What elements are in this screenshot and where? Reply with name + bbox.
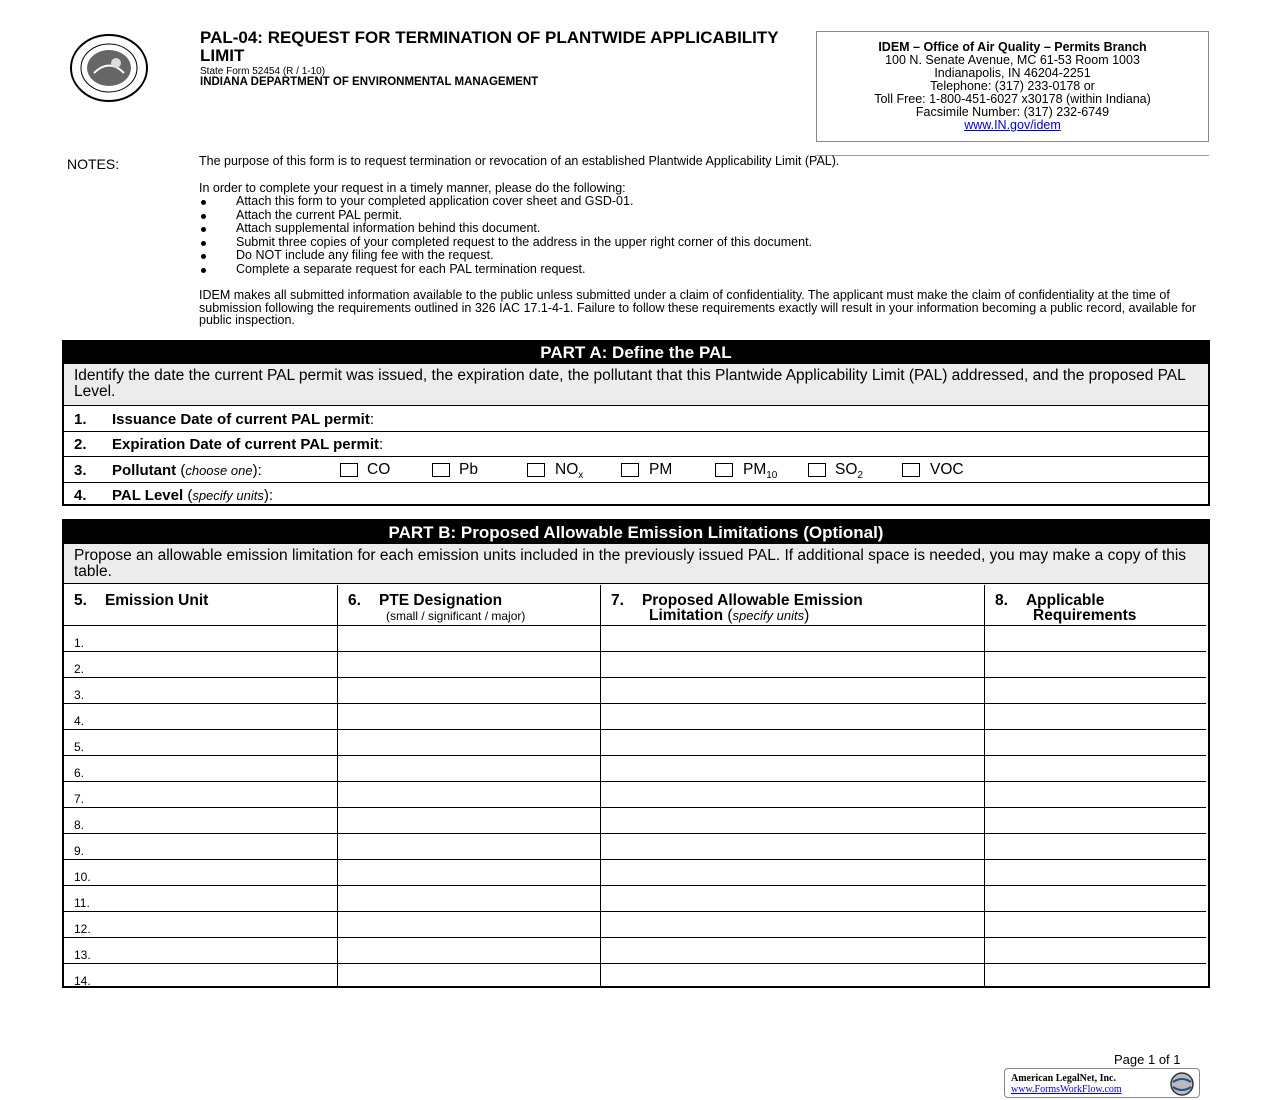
bullet-icon (201, 214, 206, 219)
applicable-requirements-header: 8. Applicable Requirements (995, 592, 1137, 624)
pal-level-label: PAL Level (112, 487, 184, 504)
bullet-icon (201, 268, 206, 273)
notes-confidentiality: IDEM makes all submitted information available to the public unless submitted under a claim of confidentiality. The applicant must make the claim of confidentiality at the time of submission following the requirements outlined in 326 IAC 17.1-4-1. Failure to follow these requirements exactly will result in your information becoming a public record, available for public inspection. (199, 288, 1197, 327)
table-row[interactable]: 3. (64, 677, 1206, 704)
list-item: Attach the current PAL permit. (199, 209, 1199, 223)
expiration-date-label: Expiration Date of current PAL permit (112, 436, 379, 453)
pollutant-row: 3. Pollutant (choose one): CO Pb $NO_x$ PM $PM_{10}$ $SO_2$ VOC (64, 456, 1208, 482)
voc-label: VOC (930, 461, 964, 478)
street-address: 100 N. Senate Avenue, MC 61-53 Room 1003 (885, 53, 1140, 67)
list-item: Attach this form to your completed application cover sheet and GSD-01. (199, 195, 1199, 209)
part-a-description: Identify the date the current PAL permit was issued, the expiration date, the pollutant that this Plantwide Applicability Limit (PAL) addressed, and the proposed PAL Level. (64, 364, 1208, 405)
table-row[interactable]: 1. (64, 625, 1206, 652)
list-item: Attach supplemental information behind this document. (199, 222, 1199, 236)
notes-block (199, 155, 1199, 327)
bullet-icon (201, 241, 206, 246)
nox-checkbox[interactable] (527, 463, 545, 477)
bullet-icon (201, 200, 206, 205)
globe-icon (1169, 1071, 1195, 1097)
table-row[interactable]: 10. (64, 859, 1206, 886)
logo-url[interactable]: www.FormsWorkFlow.com (1011, 1084, 1122, 1095)
logo-name: American LegalNet, Inc. (1011, 1073, 1116, 1084)
table-row[interactable]: 13. (64, 937, 1206, 964)
pm-checkbox[interactable] (621, 463, 639, 477)
office-name: IDEM – Office of Air Quality – Permits Branch (878, 40, 1147, 54)
list-item: Submit three copies of your completed request to the address in the upper right corner of this document. (199, 236, 1199, 250)
fax-number: Facsimile Number: (317) 232-6749 (915, 105, 1110, 119)
table-row[interactable]: 5. (64, 729, 1206, 756)
pb-label: Pb (459, 461, 478, 478)
table-row[interactable]: 14. (64, 963, 1206, 989)
toll-free: Toll Free: 1-800-451-6027 x30178 (within Indiana) (874, 92, 1151, 106)
so2-label: $SO_2$ (835, 461, 863, 482)
table-row[interactable]: 4. (64, 703, 1206, 730)
notes-intro: In order to complete your request in a timely manner, please do the following: (199, 180, 626, 195)
table-row[interactable]: 9. (64, 833, 1206, 860)
list-item: Do NOT include any filing fee with the request. (199, 249, 1199, 263)
notes-label: NOTES: (67, 156, 120, 172)
proposed-limitation-header: 7. Proposed Allowable Emission Limitation (specify units) (611, 592, 863, 624)
state-form-number: State Form 52454 (R / 1-10) (200, 66, 326, 77)
city-address: Indianapolis, IN 46204-2251 (934, 66, 1091, 80)
address-box (816, 31, 1209, 142)
form-title: PAL-04: REQUEST FOR TERMINATION OF PLANTWIDE APPLICABILITY LIMIT (200, 28, 779, 65)
notes-bullets (199, 195, 1199, 276)
page-number: Page 1 of 1 (1114, 1052, 1181, 1067)
pal-level-field[interactable]: 4. PAL Level (specify units): (64, 482, 1208, 504)
table-row[interactable]: 8. (64, 807, 1206, 834)
emission-unit-header: 5. Emission Unit (74, 592, 209, 609)
notes-purpose: The purpose of this form is to request termination or revocation of an established Plantwide Applicability Limit (PAL). (199, 154, 840, 168)
part-b-section (62, 519, 1210, 988)
pollutant-label: Pollutant (112, 462, 177, 479)
part-a-title: PART A: Define the PAL (64, 342, 1208, 364)
bullet-icon (201, 227, 206, 232)
table-row[interactable]: 7. (64, 781, 1206, 808)
pte-designation-header: 6. PTE Designation (small / significant / major) (348, 592, 526, 623)
table-row[interactable]: 6. (64, 755, 1206, 782)
list-item: Complete a separate request for each PAL termination request. (199, 263, 1199, 277)
bullet-icon (201, 254, 206, 259)
table-row[interactable]: 11. (64, 885, 1206, 912)
part-b-description: Propose an allowable emission limitation for each emission units included in the previously issued PAL. If additional space is needed, you may make a copy of this table. (64, 544, 1208, 584)
table-row[interactable]: 2. (64, 651, 1206, 678)
expiration-date-field[interactable]: 2. Expiration Date of current PAL permit: (64, 431, 1208, 456)
legalnet-logo (1004, 1068, 1200, 1098)
pm10-label: $PM_{10}$ (743, 461, 778, 482)
table-row[interactable]: 12. (64, 911, 1206, 938)
part-a-section (62, 340, 1210, 506)
telephone: Telephone: (317) 233-0178 or (930, 79, 1095, 93)
department-name: INDIANA DEPARTMENT OF ENVIRONMENTAL MANAGEMENT (200, 76, 539, 88)
pb-checkbox[interactable] (432, 463, 450, 477)
state-seal (68, 33, 150, 103)
voc-checkbox[interactable] (902, 463, 920, 477)
part-b-title: PART B: Proposed Allowable Emission Limitations (Optional) (64, 521, 1208, 544)
nox-label: $NO_x$ (555, 461, 584, 482)
pm-label: PM (649, 461, 673, 478)
so2-checkbox[interactable] (808, 463, 826, 477)
issuance-date-label: Issuance Date of current PAL permit (112, 411, 370, 428)
co-label: CO (367, 461, 391, 478)
co-checkbox[interactable] (340, 463, 358, 477)
pm10-checkbox[interactable] (715, 463, 733, 477)
idem-website-link[interactable]: www.IN.gov/idem (964, 118, 1061, 132)
issuance-date-field[interactable]: 1. Issuance Date of current PAL permit: (64, 405, 1208, 431)
